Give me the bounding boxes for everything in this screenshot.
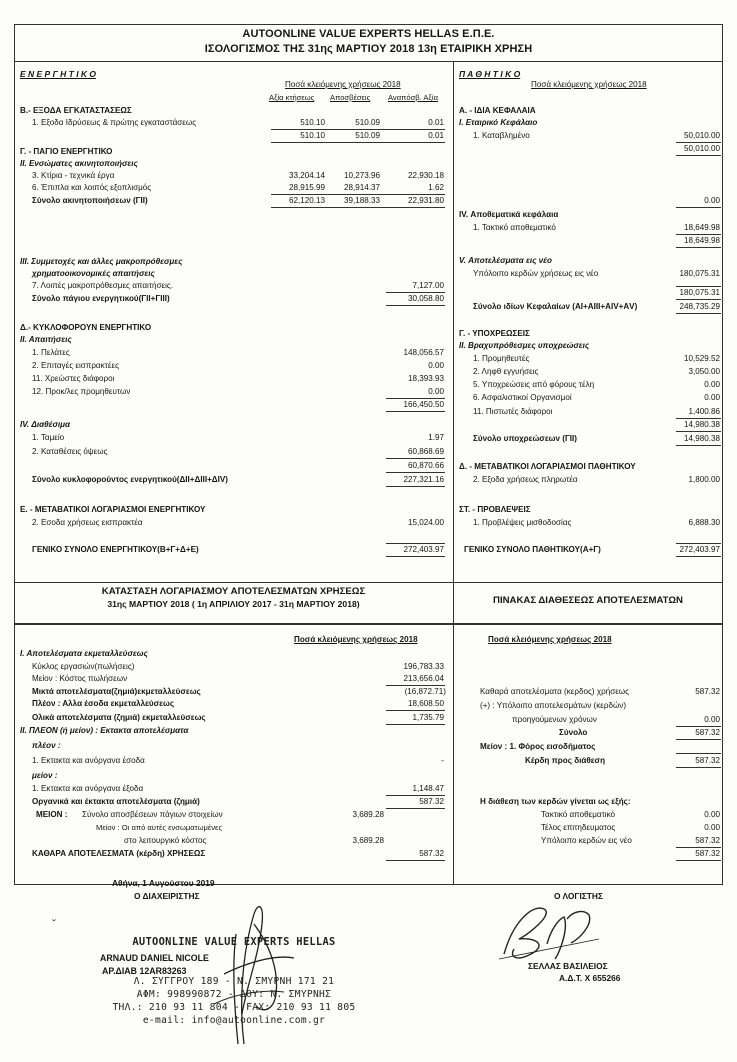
col-acquisition-header: Αξία κτήσεως [269,93,315,102]
income-title: ΚΑΤΑΣΤΑΣΗ ΛΟΓΑΡΙΑΣΜΟΥ ΑΠΟΤΕΛΕΣΜΑΤΩΝ ΧΡΗΣΕΩΣ [101,586,366,597]
turnover-val: 196,783.33 [403,662,444,671]
rule [386,458,445,459]
lower-right-border [722,582,723,884]
gross-label: Μικτά αποτελέσματα(ζημιά)εκμεταλλεύσεως [32,687,201,696]
lower-header-line [14,624,723,625]
stamp-line3: ΑΦΜ: 998990872 - ΔΟΥ: Ν. ΣΜΥΡΝΗΣ [136,989,332,1000]
assets-grand-val: 272,403.97 [403,545,444,554]
d-tot-label: Σύνολο κυκλοφορούντος ενεργητικού(ΔΙΙ+ΔΙΙΙ+ΔΙV) [32,475,228,484]
org-val: 587.32 [419,797,444,806]
column-divider [453,62,454,582]
la4-title: IV. Αποθεματικά κεφάλαια [459,210,559,219]
g2-tot-label: Σύνολο ακινητοποιήσεων (ΓΙΙ) [32,196,148,205]
dist-net-val: 587.32 [695,687,720,696]
g2-3-net: 22,930.18 [407,171,444,180]
lc2-5-val: 0.00 [704,380,720,389]
rule [676,767,721,768]
d2-12-val: 0.00 [428,387,444,396]
d4-2-val: 60,868.69 [407,447,444,456]
rule [386,808,445,809]
la4-1-val: 18,649.98 [683,223,720,232]
dist-reserve-label: Τακτικό αποθεματικό [541,810,616,819]
la1-1-label: 1. Καταβλημένο [473,131,530,140]
dist-tax-label: Μείον : 1. Φόρος εισοδήματος [480,742,596,751]
dep-val: 3,689.28 [352,810,384,819]
rule [386,860,445,861]
d4-1-val: 1.97 [428,433,444,442]
ld2-label: 2. Εξοδα χρήσεως πληρωτέα [473,475,578,484]
lc2-6-val: 0.00 [704,393,720,402]
lc2-2-val: 3,050.00 [688,367,720,376]
lc2-tot-val: 14,980.38 [683,434,720,443]
la1-title: Ι. Εταιρικό Κεφάλαιο [459,118,538,127]
b-title: Β.- ΕΞΟΔΑ ΕΓΚΑΤΑΣΤΑΣΕΩΣ [20,106,132,115]
liabilities-amounts-header: Ποσά κλειόμενης χρήσεως 2018 [531,80,647,89]
rule [676,431,721,432]
b1-acq: 510.10 [300,118,325,127]
balance-sheet-page [14,14,726,1059]
distribution-title: ΠΙΝΑΚΑΣ ΔΙΑΘΕΣΕΩΣ ΑΠΟΤΕΛΕΣΜΑΤΩΝ [493,595,683,606]
meion-label: ΜΕΙΟΝ : [36,810,68,819]
ex-inc-label: 1. Εκτακτα και ανόργανα έσοδα [32,756,145,765]
rule [676,286,721,287]
assets-section-title: Ε Ν Ε Ρ Γ Η Τ Ι Κ Ο [20,69,97,79]
rule [386,292,445,293]
assets-amounts-header: Ποσά κλειόμενης χρήσεως 2018 [285,80,401,89]
manager-name: ARNAUD DANIEL NICOLE [100,953,209,963]
dist-stamp-label: Τέλος επιτηδευματος [541,823,616,832]
d2-title: ΙΙ. Απαιτήσεις [20,335,72,344]
g3-7-label: 7. Λοιπές μακροπρόθεσμες απαιτήσεις. [32,281,174,290]
d2-2-label: 2. Επιταγές εισπρακτέες [32,361,119,370]
d-tot-val: 227,321.16 [403,475,444,484]
rule [386,710,445,711]
rule [676,847,721,848]
accountant-title: Ο ΛΟΓΙΣΤΗΣ [554,891,603,901]
d-title: Δ.- ΚΥΚΛΟΦΟΡΟΥΝ ΕΝΕΡΓΗΤΙΚΟ [20,323,152,332]
stamp-line5: e-mail: info@autoonline.com.gr [142,1015,326,1026]
plus-label: πλέον : [32,741,61,750]
lc-title: Γ. - ΥΠΟΧΡΕΩΣΕΙΣ [459,329,530,338]
g2-tot-acq: 62,120.13 [288,196,325,205]
ld-title: Δ. - ΜΕΤΑΒΑΤΙΚΟΙ ΛΟΓΑΡΙΑΣΜΟΙ ΠΑΘΗΤΙΚΟΥ [459,462,636,471]
lower-left-border [14,582,15,884]
lc2-1-val: 10,529.52 [683,354,720,363]
rule [386,398,445,399]
distribution-amounts-header: Ποσά κλειόμενης χρήσεως 2018 [488,635,612,644]
ex-exp-label: 1. Εκτακτα και ανόργανα έξοδα [32,784,144,793]
e-title: Ε. - ΜΕΤΑΒΑΤΙΚΟΙ ΛΟΓΑΡΙΑΣΜΟΙ ΕΝΕΡΓΗΤΙΚΟΥ [20,505,206,514]
col-depreciation-header: Αποσβέσεις [330,93,371,102]
document-header [14,24,723,62]
g3-title: ΙΙΙ. Συμμετοχές και άλλες μακροπρόθεσμες [20,257,183,266]
turnover-label: Κύκλος εργασιών(πωλήσεις) [32,662,135,671]
lst1-label: 1. Προβλέψεις μισθοδοσίας [473,518,572,527]
manager-passport: ΑΡ.ΔΙΑΒ 12AR83263 [102,966,187,976]
dep-label: Σύνολο αποσβέσεων πάγιων στοιχείων [82,810,223,819]
e2-val: 15,024.00 [407,518,444,527]
rule [386,724,445,725]
cos-label: Μείον : Κόστος πωλήσεων [32,674,128,683]
rule [386,486,445,487]
lc2-11-val: 1,400.86 [688,407,720,416]
rule [271,129,445,130]
income-period: 31ης ΜΑΡΤΙΟΥ 2018 ( 1η ΑΠΡΙΛΙΟΥ 2017 - 31η ΜΑΡΤΙΟΥ 2018) [107,599,360,609]
b-tot-net: 0.01 [428,131,444,140]
rule [676,445,721,446]
la-title: Α. - ΙΔΙΑ ΚΕΦΑΛΑΙΑ [459,106,536,115]
d2-11-val: 18,393.93 [407,374,444,383]
dist-sum-val: 587.32 [695,728,720,737]
assets-grand-label: ΓΕΝΙΚΟ ΣΥΝΟΛΟ ΕΝΕΡΓΗΤΙΚΟΥ(Β+Γ+Δ+Ε) [32,545,199,554]
rule [676,247,721,248]
la5-label: Υπόλοιπο κερδών χρήσεως εις νέο [473,269,599,278]
rule [676,142,721,143]
stamp-line1: AUTOONLINE VALUE EXPERTS HELLAS [132,936,336,948]
d4-title: IV. Διαθέσιμα [20,420,71,429]
rule [676,726,721,727]
liabilities-section-title: Π Α Θ Η Τ Ι Κ Ο [459,69,521,79]
rule [386,556,445,557]
d4-2-label: 2. Καταθέσεις όψεως [32,447,108,456]
la5-val: 180,075.31 [679,269,720,278]
d2-2-val: 0.00 [428,361,444,370]
g2-3-acq: 33,204.14 [288,171,325,180]
lc2-5-label: 5. Υποχρεώσεις από φόρους τέλη [473,380,595,389]
net-label: ΚΑΘΑΡΑ ΑΠΟΤΕΛΕΣΜΑΤΑ (κέρδη) ΧΡΗΣΕΩΣ [32,849,206,858]
e2-label: 2. Εσοδα χρήσεως εισπρακτέα [32,518,143,527]
b-tot-dep: 510.09 [355,131,380,140]
g2-6-net: 1.62 [428,183,444,192]
rule [271,194,445,195]
dist-avail-label: Κέρδη προς διάθεση [525,756,606,765]
la4-tot-val: 18,649.98 [683,236,720,245]
dist-sum-label: Σύνολο [559,728,588,737]
op-label: Ολικά αποτελέσματα (ζημιά) εκμεταλλεύσεως [32,713,206,722]
lc2-sub-val: 14,980.38 [683,420,720,429]
manager-title: Ο ΔΙΑΧΕΙΡΙΣΤΗΣ [134,891,200,901]
dep3-val: 3,689.28 [352,836,384,845]
g2-3-dep: 10,273.96 [343,171,380,180]
la1-zero-val: 0.00 [704,196,720,205]
dist-carry-label: Υπόλοιπο κερδών εις νέο [541,836,632,845]
rule [271,142,445,143]
dist-prev-label: (+) : Υπόλοιπο αποτελεσμάτων (κερδών) [480,701,627,710]
lst-title: ΣΤ. - ΠΡΟΒΛΕΨΕΙΣ [459,505,531,514]
rule [271,207,445,208]
rule [676,739,721,740]
liabilities-grand-val: 272,403.97 [679,545,720,554]
b1-dep: 510.09 [355,118,380,127]
net-val: 587.32 [419,849,444,858]
rule [386,685,445,686]
d4-tot-val: 60,870.66 [407,461,444,470]
rule [676,860,721,861]
g2-tot-dep: 39,188.33 [343,196,380,205]
place-date: Αθήνα, 1 Αυγούστου 2019 [112,878,215,888]
op-val: 1,735.79 [412,713,444,722]
g-title: Γ. - ΠΑΓΙΟ ΕΝΕΡΓΗΤΙΚΟ [20,147,113,156]
dist-net-label: Καθαρά αποτελέσματα (κερδος) χρήσεως [480,687,630,696]
income-amounts-header: Ποσά κλειόμενης χρήσεως 2018 [294,635,418,644]
rule [676,556,721,557]
d4-1-label: 1. Ταμείο [32,433,65,442]
accountant-id: Α.Δ.Τ. Χ 655266 [559,973,621,983]
dist-carry-val: 587.32 [695,836,720,845]
rule [386,472,445,473]
dep3-label: στο λειτουργικό κόστος [124,836,207,845]
g3-title2: χρηματοοικονομικές απαιτήσεις [32,269,155,278]
b-tot-acq: 510.10 [300,131,325,140]
la-tot-val: 248,735.29 [679,302,720,311]
la1-1-val: 50,010.00 [683,131,720,140]
rule [386,543,445,544]
lc2-2-label: 2. Ληφθ εγγυήσεις [473,367,539,376]
lc2-tot-label: Σύνολο υποχρεώσεων (ΓΙΙ) [473,434,578,443]
dep2-label: Μείον : Οι από αυτές ενσωματωμένες [96,823,223,832]
g2-3-label: 3. Κτίρια - τεχνικά έργα [32,171,115,180]
col-net-header: Αναπόσβ. Αξία [388,93,438,102]
gross-val: (16,872.71) [404,687,446,696]
rule [676,299,721,300]
income-ii-title: ΙΙ. ΠΛΕΟΝ (ή μείον) : Εκτακτα αποτελέσματα [20,726,189,735]
g2-title: ΙΙ. Ενσώματες ακινητοποιήσεις [20,159,138,168]
stamp-line2: Λ. ΣΥΓΓΡΟΥ 189 - Ν. ΣΜΥΡΝΗ 171 21 [133,976,335,987]
la4-1-label: 1. Τακτικό αποθεματικό [473,223,556,232]
rule [386,795,445,796]
stray-mark: ˇ [52,917,56,931]
dist-reserve-val: 0.00 [704,810,720,819]
dist-prev-val: 0.00 [704,715,720,724]
lc2-1-label: 1. Προμηθευτές [473,354,530,363]
income-i-title: Ι. Αποτελέσματα εκμεταλλεύσεως [20,649,148,658]
company-stamp [94,936,374,1027]
ex-inc-val: - [441,756,444,765]
d2-11-label: 11. Χρεώστες διάφοροι [32,374,115,383]
ld2-val: 1,800.00 [688,475,720,484]
section-divider [14,582,723,583]
la-tot-label: Σύνολο ιδίων Κεφαλαίων (ΑΙ+ΑΙΙΙ+ΑΙV+ΑV) [473,302,638,311]
cos-val: 213,656.04 [403,674,444,683]
la5-tot-val: 180,075.31 [679,288,720,297]
rule [676,155,721,156]
document-title: ΙΣΟΛΟΓΙΣΜΟΣ ΤΗΣ 31ης ΜΑΡΤΙΟΥ 2018 13η ΕΤΑΙΡΙΚΗ ΧΡΗΣΗ [204,43,533,55]
org-label: Οργανικά και έκτακτα αποτελέσματα (ζημιά) [32,797,200,806]
dist-avail-val: 587.32 [695,756,720,765]
accountant-name: ΣΕΛΛΑΣ ΒΑΣΙΛΕΙΟΣ [528,961,608,971]
la5-title: V. Αποτελέσματα εις νέο [459,256,552,265]
g2-6-dep: 28,914.37 [343,183,380,192]
dist-prev2-label: προηγούμενων χρόνων [512,715,597,724]
rule [676,207,721,208]
other-val: 18,608.50 [407,699,444,708]
rule [676,418,721,419]
d2-tot-val: 166,450.50 [403,400,444,409]
rule [676,313,721,314]
ex-exp-val: 1,148.47 [412,784,444,793]
lower-column-divider [453,624,454,884]
lst1-val: 6,888.30 [688,518,720,527]
d2-1-label: 1. Πελάτες [32,348,70,357]
lc2-6-label: 6. Ασφαλιστικοί Οργανισμοί [473,393,572,402]
la1-tot-val: 50,010.00 [683,144,720,153]
other-label: Πλέον : Αλλα έσοδα εκμεταλλεύσεως [32,699,175,708]
b1-net: 0.01 [428,118,444,127]
g2-6-label: 6. Έπιπλα και λοιπός εξοπλισμός [32,183,152,192]
g2-6-acq: 28,915.99 [288,183,325,192]
g3-7-val: 7,127.00 [412,281,444,290]
company-name: AUTOONLINE VALUE EXPERTS HELLAS Ε.Π.Ε. [242,28,495,40]
lc2-11-label: 11. Πιστωτές διάφοροι [473,407,553,416]
d2-12-label: 12. Προκ/λες προμηθευτων [32,387,131,396]
rule [676,543,721,544]
lc2-title: ΙΙ. Βραχυπρόθεσμες υποχρεώσεις [459,341,590,350]
minus-label: μείον : [32,771,58,780]
dist-stamp-val: 0.00 [704,823,720,832]
d2-1-val: 148,056.57 [403,348,444,357]
dist-alloc-title: Η διάθεση των κερδών γίνεται ως εξής: [480,797,631,806]
accountant-signature [489,899,609,969]
b1-label: 1. Εξοδα Ιδρύσεως & πρώτης εγκαταστάσεως [32,118,197,127]
rule [676,234,721,235]
liabilities-grand-label: ΓΕΝΙΚΟ ΣΥΝΟΛΟ ΠΑΘΗΤΙΚΟΥ(Α+Γ) [464,545,601,554]
g2-tot-net: 22,931.80 [407,196,444,205]
g-tot-val: 30,058.80 [407,294,444,303]
stamp-line4: ΤΗΛ.: 210 93 11 804 - FAX: 210 93 11 805 [112,1002,356,1013]
rule [676,753,721,754]
dist-total-val: 587.32 [695,849,720,858]
rule [386,305,445,306]
g-tot-label: Σύνολο πάγιου ενεργητικού(ΓΙΙ+ΓΙΙΙ) [32,294,170,303]
rule [386,411,445,412]
